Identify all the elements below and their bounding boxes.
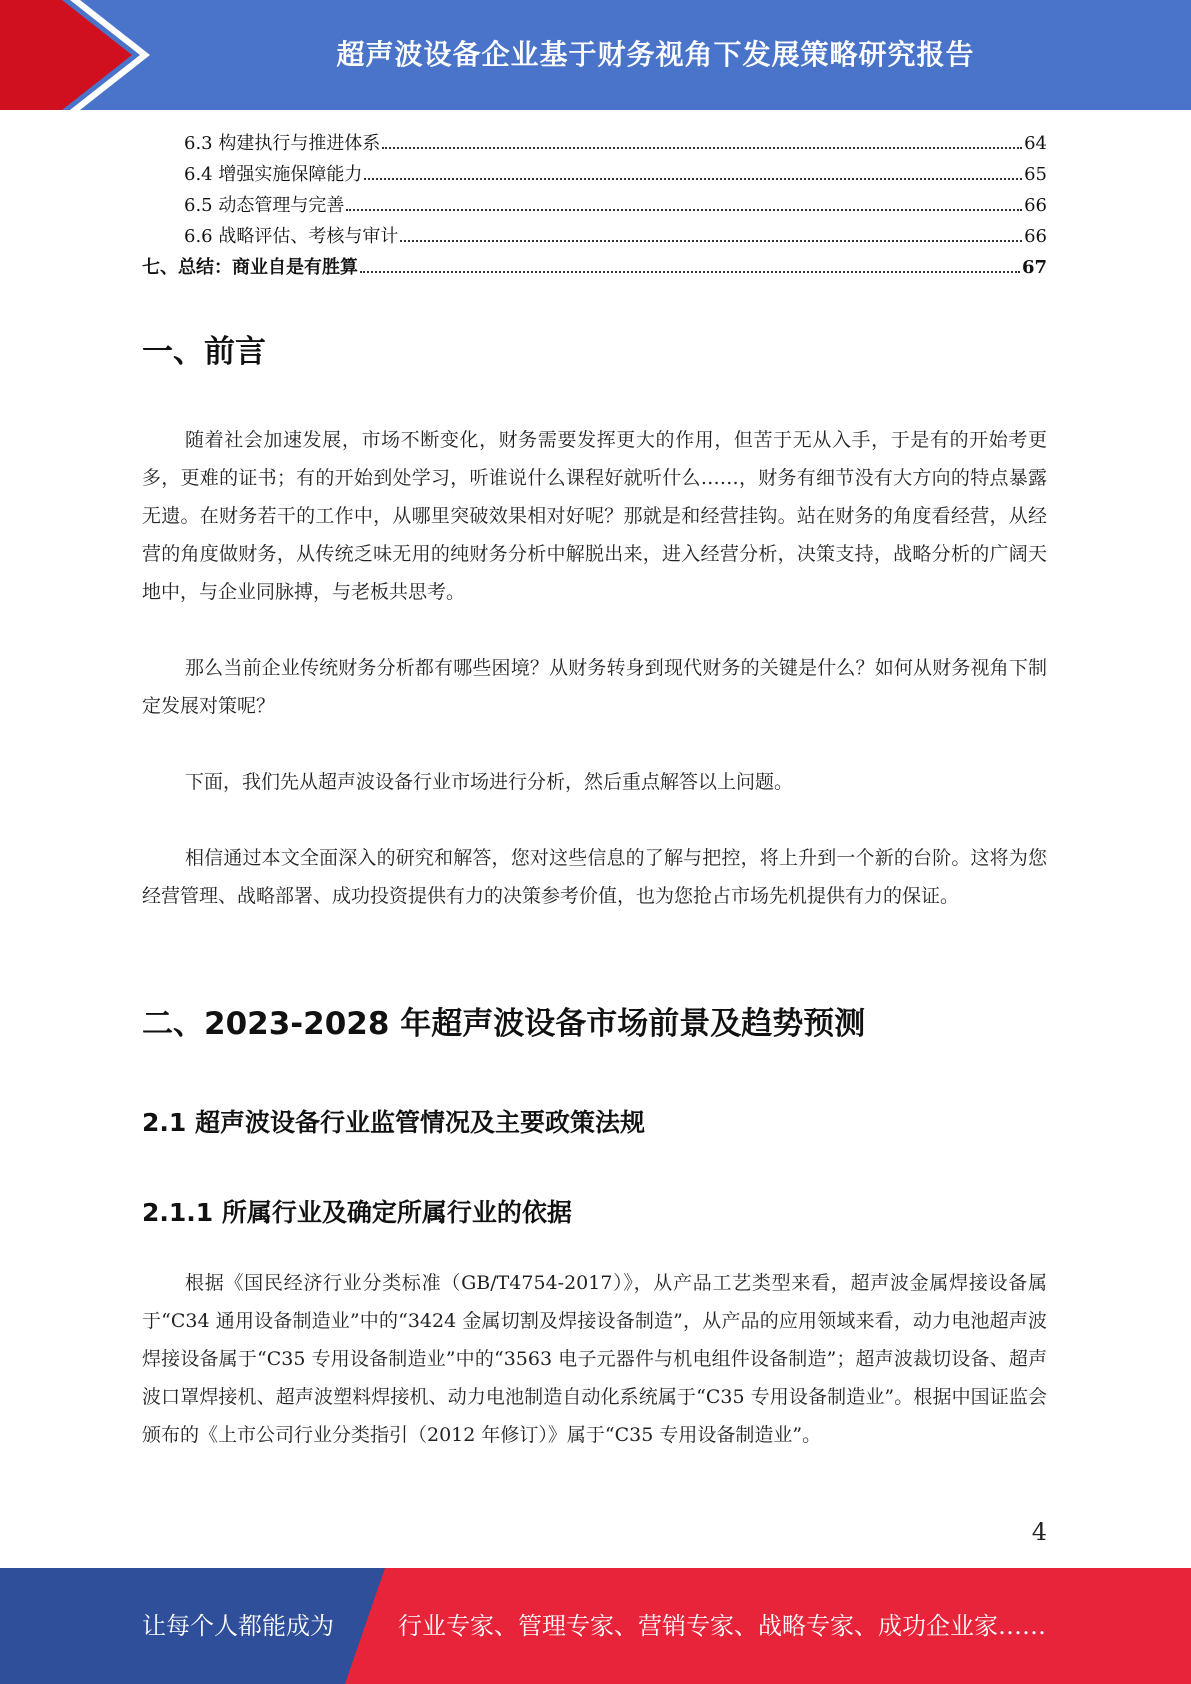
toc-leader-dots bbox=[364, 177, 1022, 180]
paragraph: 下面，我们先从超声波设备行业市场进行分析，然后重点解答以上问题。 bbox=[185, 771, 794, 793]
toc-leader-dots bbox=[382, 146, 1022, 149]
toc-entry[interactable] bbox=[142, 190, 1047, 221]
toc-entry-page: 65 bbox=[1024, 164, 1047, 185]
toc-entry-title: 6.4 增强实施保障能力 bbox=[184, 164, 363, 185]
toc-leader-dots bbox=[346, 208, 1022, 211]
page-header bbox=[0, 0, 1191, 110]
paragraph: 随着社会加速发展，市场不断变化，财务需要发挥更大的作用，但苦于无从入手，于是有的开始考更多，更难的证书；有的开始到处学习，听谁说什么课程好就听什么……，财务有细节没有大方向的特点暴露无遗。在财务若干的工作中，从哪里突破效果相对好呢？那就是和经营挂钩。站在财务的角度看经营，从经营的角度做财务，从传统乏味无用的纯财务分析中解脱出来，进入经营分析，决策支持，战略分析的广阔天地中，与企业同脉搏，与老板共思考。 bbox=[142, 429, 1047, 603]
paragraph: 根据《国民经济行业分类标准（GB/T4754-2017）》，从产品工艺类型来看，超声波金属焊接设备属于“C34 通用设备制造业”中的“3424 金属切割及焊接设备制造”，从产品的应用领域来看，动力电池超声波焊接设备属于“C35 专用设备制造业”中的“3563 电子元器件与机电组件设备制造”；超声波裁切设备、超声波口罩焊接机、超声波塑料焊接机、动力电池制造自动化系统属于“C35 专用设备制造业”。根据中国证监会颁布的《上市公司行业分类指引（2012 年修订）》属于“C35 专用设备制造业”。 bbox=[142, 1272, 1047, 1446]
toc-entry-page: 66 bbox=[1024, 226, 1047, 247]
toc-entry-page: 64 bbox=[1024, 133, 1047, 154]
toc-leader-dots bbox=[400, 239, 1022, 242]
toc-entry-page: 66 bbox=[1024, 195, 1047, 216]
footer-slogan-left: 让每个人都能成为 bbox=[142, 1612, 334, 1640]
page-number: 4 bbox=[1031, 1518, 1047, 1546]
footer-slogan-right: 行业专家、管理专家、营销专家、战略专家、成功企业家…… bbox=[398, 1612, 1046, 1640]
toc-entry[interactable] bbox=[142, 221, 1047, 252]
subsubsection-heading: 2.1.1 所属行业及确定所属行业的依据 bbox=[142, 1198, 572, 1227]
toc-entry-title: 6.6 战略评估、考核与审计 bbox=[184, 226, 399, 247]
header-chevron-graphic bbox=[0, 0, 150, 110]
header-title: 超声波设备企业基于财务视角下发展策略研究报告 bbox=[336, 38, 975, 71]
toc-leader-dots bbox=[360, 270, 1020, 273]
toc-entry[interactable] bbox=[142, 128, 1047, 159]
toc-entry-title: 6.3 构建执行与推进体系 bbox=[184, 133, 381, 154]
toc-entry-title: 6.5 动态管理与完善 bbox=[184, 195, 345, 216]
section-heading-preface: 一、前言 bbox=[142, 334, 266, 370]
toc-entry[interactable] bbox=[142, 252, 1047, 283]
table-of-contents bbox=[142, 128, 1047, 283]
page-footer bbox=[0, 1568, 1191, 1684]
paragraph: 那么当前企业传统财务分析都有哪些困境？从财务转身到现代财务的关键是什么？如何从财务视角下制定发展对策呢？ bbox=[142, 657, 1047, 717]
section-heading-market-outlook: 二、2023-2028 年超声波设备市场前景及趋势预测 bbox=[142, 1006, 866, 1042]
paragraph: 相信通过本文全面深入的研究和解答，您对这些信息的了解与把控，将上升到一个新的台阶。这将为您经营管理、战略部署、成功投资提供有力的决策参考价值，也为您抢占市场先机提供有力的保证。 bbox=[142, 847, 1047, 907]
toc-entry-title: 七、总结：商业自是有胜算 bbox=[142, 257, 358, 278]
subsection-heading: 2.1 超声波设备行业监管情况及主要政策法规 bbox=[142, 1108, 645, 1137]
toc-entry[interactable] bbox=[142, 159, 1047, 190]
toc-entry-page: 67 bbox=[1021, 257, 1047, 278]
